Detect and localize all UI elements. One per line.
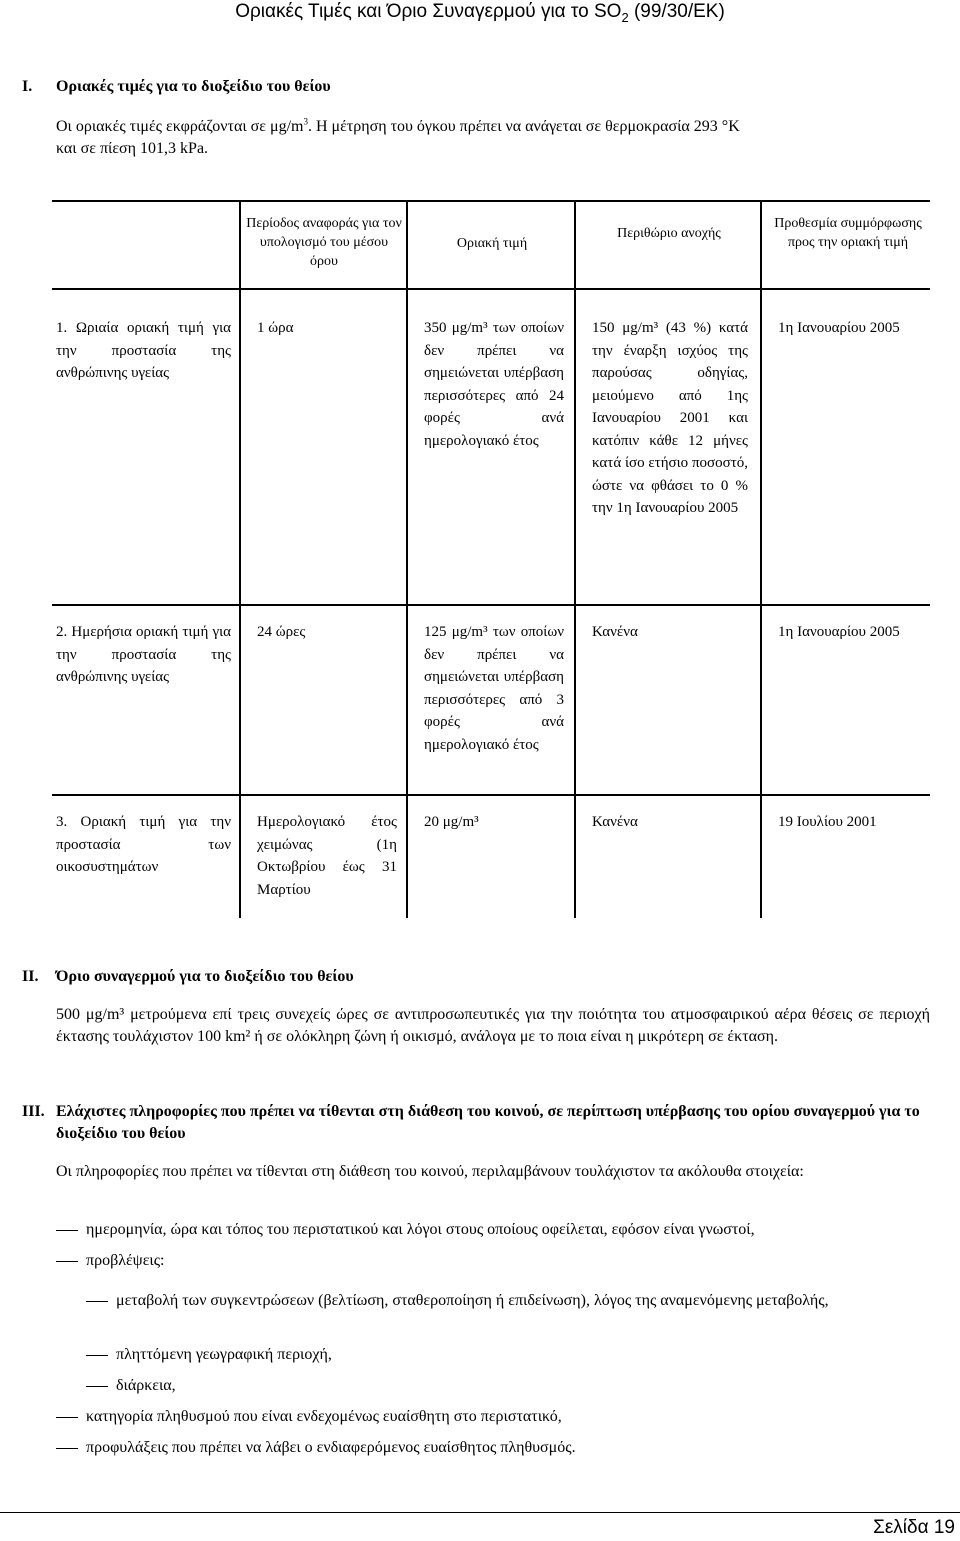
table-col-rule-3 — [574, 200, 576, 918]
header-reference-period: Περίοδος αναφοράς για τον υπολογισμό του μέσου όρου — [246, 216, 402, 269]
row3-period: Ημερολογιακό έτος χειμώνας (1η Οκτωβρίου έως 31 Μαρτίου — [257, 814, 397, 898]
dash-icon — [56, 1417, 78, 1418]
section-2-number: II. — [22, 968, 39, 985]
section-1-title: Οριακές τιμές για το διοξείδιο του θείου — [56, 78, 331, 95]
page-title-suffix: (99/30/ΕΚ) — [628, 1, 725, 22]
sub-list-item-text: μεταβολή των συγκεντρώσεων (βελτίωση, σταθεροποίηση ή επιδείνωση), λόγος της αναμενόμενης μεταβολής, — [116, 1292, 829, 1309]
row3-margin: Κανένα — [592, 814, 638, 830]
table-col-rule-1 — [239, 200, 241, 918]
row1-deadline: 1η Ιανουαρίου 2005 — [778, 320, 900, 336]
table-rule-header — [52, 288, 930, 290]
row2-margin: Κανένα — [592, 624, 638, 640]
page-number: Σελίδα 19 — [873, 1517, 955, 1538]
dash-icon — [56, 1448, 78, 1449]
table-col-rule-2 — [406, 200, 408, 918]
list-item — [56, 1437, 930, 1459]
section-1-paragraph — [56, 116, 930, 160]
sub-list-item-text: πληττόμενη γεωγραφική περιοχή, — [116, 1346, 332, 1363]
dash-icon — [86, 1386, 108, 1387]
header-compliance-date: Προθεσμία συμμόρφωσης προς την οριακή τιμή — [774, 216, 922, 250]
header-limit-value: Οριακή τιμή — [456, 236, 528, 251]
row1-name: 1. Ωριαία οριακή τιμή για την προστασία της ανθρώπινης υγείας — [56, 320, 231, 381]
dash-icon — [56, 1261, 78, 1262]
list-item — [56, 1219, 930, 1241]
row2-period: 24 ώρες — [257, 624, 306, 640]
table-rule-top — [52, 200, 930, 202]
section-1-para-part-a: Οι οριακές τιμές εκφράζονται σε μg/m — [56, 118, 304, 135]
list-item-text: προβλέψεις: — [86, 1252, 165, 1269]
row1-period: 1 ώρα — [257, 320, 294, 336]
section-3-title: Ελάχιστες πληροφορίες που πρέπει να τίθενται στη διάθεση του κοινού, σε περίπτωση υπέρβασης του ορίου συναγερμού για το διοξείδιο του θείου — [56, 1103, 920, 1142]
section-1-heading — [22, 76, 331, 98]
section-1-para-line2: και σε πίεση 101,3 kPa. — [56, 140, 209, 157]
list-item — [56, 1250, 930, 1272]
list-item-text: ημερομηνία, ώρα και τόπος του περιστατικού και λόγοι στους οποίους οφείλεται, εφόσον είναι γνωστοί, — [86, 1221, 755, 1238]
row1-limit: 350 μg/m³ των οποίων δεν πρέπει να σημειώνεται υπέρβαση περισσότερες από 24 φορές ανά ημερολογιακό έτος — [424, 320, 564, 449]
sub-list-item — [86, 1375, 930, 1397]
section-1-para-part-b: . Η μέτρηση του όγκου πρέπει να ανάγεται σε θερμοκρασία 293 °K — [307, 118, 740, 135]
section-3-paragraph: Οι πληροφορίες που πρέπει να τίθενται στη διάθεση του κοινού, περιλαμβάνουν τουλάχιστον τα ακόλουθα στοιχεία: — [56, 1163, 804, 1180]
section-2-paragraph: 500 μg/m³ μετρούμενα επί τρεις συνεχείς ώρες σε αντιπροσωπευτικές για την ποιότητα του ατμοσφαιρικού αέρα θέσεις σε περιοχή έκτασης τουλάχιστον 100 km² ή σε ολόκληρη ζώνη ή οικισμό, ανάλογα με το ποια είναι η μικρότερη σε έκταση. — [56, 1006, 930, 1045]
page-title — [0, 0, 960, 26]
dash-icon — [56, 1230, 78, 1231]
row2-name: 2. Ημερήσια οριακή τιμή για την προστασία της ανθρώπινης υγείας — [56, 624, 231, 685]
section-1-number: I. — [22, 78, 33, 95]
row3-deadline: 19 Ιουλίου 2001 — [778, 814, 877, 830]
section-2-heading — [22, 966, 354, 988]
sub-list-item — [86, 1290, 930, 1312]
row2-limit: 125 μg/m³ των οποίων δεν πρέπει να σημειώνεται υπέρβαση περισσότερες από 3 φορές ανά ημερολογιακό έτος — [424, 624, 564, 753]
section-1-para-sup: 3 — [303, 116, 308, 127]
table-rule-row1 — [52, 604, 930, 606]
row3-limit: 20 μg/m³ — [424, 814, 479, 830]
row3-name: 3. Οριακή τιμή για την προστασία των οικοσυστημάτων — [56, 814, 231, 875]
header-margin-of-tolerance: Περιθώριο ανοχής — [617, 226, 721, 241]
limit-values-table — [52, 200, 930, 918]
list-item-text: κατηγορία πληθυσμού που είναι ενδεχομένως ευαίσθητη στο περιστατικό, — [86, 1408, 562, 1425]
table-col-rule-4 — [760, 200, 762, 918]
list-item-text: προφυλάξεις που πρέπει να λάβει ο ενδιαφερόμενος ευαίσθητος πληθυσμός. — [86, 1439, 576, 1456]
sub-list-item-text: διάρκεια, — [116, 1377, 176, 1394]
page-title-text: Οριακές Τιμές και Όριο Συναγερμού για το SO — [235, 1, 622, 22]
dash-icon — [86, 1355, 108, 1356]
footer-divider — [0, 1512, 960, 1513]
list-item — [56, 1406, 930, 1428]
dash-icon — [86, 1301, 108, 1302]
sub-list-item — [86, 1344, 930, 1366]
row1-margin: 150 μg/m³ (43 %) κατά την έναρξη ισχύος της παρούσας οδηγίας, μειούμενο από 1ης Ιανουαρίου 2001 και κατόπιν κάθε 12 μήνες κατά ίσο ετήσιο ποσοστό, ώστε να φθάσει το 0 % την 1η Ιανουαρίου 2005 — [592, 320, 748, 516]
page-title-subscript: 2 — [621, 9, 629, 25]
table-rule-row2 — [52, 794, 930, 796]
row2-deadline: 1η Ιανουαρίου 2005 — [778, 624, 900, 640]
section-3-heading — [22, 1101, 930, 1145]
section-3-number: III. — [22, 1103, 45, 1120]
section-2-title: Όριο συναγερμού για το διοξείδιο του θείου — [56, 968, 354, 985]
